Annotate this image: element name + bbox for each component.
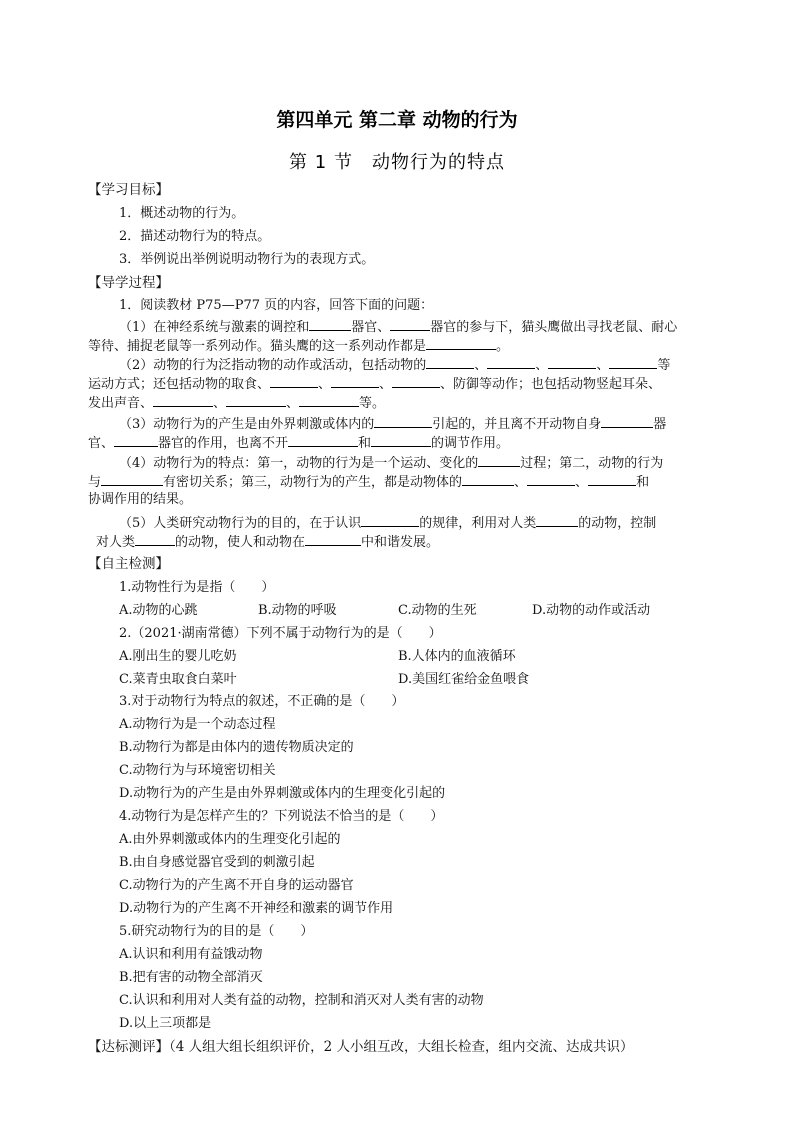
mc-q1-stem: 1.动物性行为是指（ ） [119,580,275,595]
fill-blank[interactable] [390,318,430,331]
fill-blank[interactable] [536,514,578,527]
mc-q4-option-c[interactable]: C.动物行为的产生离不开自身的运动器官 [119,878,354,893]
fill-blank[interactable] [226,394,286,407]
goal-item-2: 2．描述动物行为的特点。 [119,229,271,244]
goal-item-1: 1．概述动物的行为。 [119,206,245,221]
mc-q1-option-a[interactable]: A.动物的心跳 [119,603,198,618]
fill-blank[interactable] [462,473,514,486]
fill-blank[interactable] [101,473,163,486]
assessment-note: （4 人组大组长组织评价，2 人小组互改，大组长检查，组内交流、达成共识） [169,1039,634,1055]
fill-blank[interactable] [309,318,351,331]
q1-line-2: 等待、捕捉老鼠等一系列动作。猫头鹰的这一系列动作都是 。 [88,339,510,354]
q4-line-1: （4）动物行为的特点：第一，动物的行为是一个运动、变化的 过程；第二，动物的行为 [119,456,664,471]
fill-blank[interactable] [601,415,653,428]
fill-blank[interactable] [426,356,474,369]
mc-q3-option-d[interactable]: D.动物行为的产生是由外界刺激或体内的生理变化引起的 [119,786,446,801]
fill-blank[interactable] [392,375,440,388]
fill-blank[interactable] [548,356,596,369]
mc-q5-stem: 5.研究动物行为的目的是（ ） [119,924,314,939]
fill-blank[interactable] [426,337,496,350]
fill-blank[interactable] [371,434,431,447]
fill-blank[interactable] [153,394,213,407]
guide-intro: 1．阅读教材 P75—P77 页的内容，回答下面的问题： [119,298,434,313]
assessment-header: 【达标测评】 [88,1039,169,1055]
q4-line-2: 与 有密切关系；第三，动物行为的产生，都是动物体的 、 、 和 [88,475,650,490]
mc-q1-option-c[interactable]: C.动物的生死 [398,603,477,618]
fill-blank[interactable] [270,375,318,388]
fill-blank[interactable] [288,434,358,447]
q2-line-2: 运动方式；还包括动物的取食、 、 、 、防御等动作；也包括动物竖起耳朵、 [88,377,662,392]
section-title: 第 1 节 动物行为的特点 [289,152,505,173]
fill-blank[interactable] [374,415,432,428]
goal-item-3: 3．举例说出举例说明动物行为的表现方式。 [119,252,375,267]
mc-q3-option-c[interactable]: C.动物行为与环境密切相关 [119,763,276,778]
mc-q2-stem: 2.（2021·湖南常德）下列不属于动物行为的是（ ） [119,626,442,641]
fill-blank[interactable] [331,375,379,388]
fill-blank[interactable] [114,434,158,447]
q2-line-3: 发出声音、 、 、 等。 [88,396,386,411]
fill-blank[interactable] [299,394,359,407]
mc-q5-option-d[interactable]: D.以上三项都是 [119,1016,212,1031]
q3-line-2: 官、 器官的作用，也离不开 和 的调节作用。 [88,436,510,451]
q5-line-1: （5）人类研究动物行为的目的，在于认识 的规律，利用对人类 的动物，控制 [119,516,657,531]
mc-q5-option-a[interactable]: A.认识和利用有益饿动物 [119,947,263,962]
mc-q2-option-a[interactable]: A.刚出生的婴儿吃奶 [119,649,237,664]
mc-q3-stem: 3.对于动物行为特点的叙述，不正确的是（ ） [119,694,405,709]
mc-q2-option-d[interactable]: D.美国红雀给金鱼喂食 [398,672,530,687]
fill-blank[interactable] [135,533,175,546]
fill-blank[interactable] [527,473,575,486]
mc-q5-option-b[interactable]: B.把有害的动物全部消灭 [119,970,263,985]
selfcheck-header: 【自主检测】 [88,556,169,572]
mc-q2-option-b[interactable]: B.人体内的血液循环 [398,649,516,664]
q5-line-2: 对人类 的动物，使人和动物在 中和谐发展。 [96,535,440,550]
unit-title: 第四单元 第二章 动物的行为 [276,109,518,131]
mc-q2-option-c[interactable]: C.菜青虫取食白菜叶 [119,672,237,687]
mc-q1-option-d[interactable]: D.动物的动作或活动 [532,603,651,618]
fill-blank[interactable] [478,454,520,467]
guide-header: 【导学过程】 [88,275,169,291]
mc-q3-option-a[interactable]: A.动物行为是一个动态过程 [119,717,276,732]
q2-line-1: （2）动物的行为泛指动物的动作或活动，包括动物的 、 、 、 等 [119,358,671,373]
mc-q5-option-c[interactable]: C.认识和利用对人类有益的动物，控制和消灭对人类有害的动物 [119,993,484,1008]
fill-blank[interactable] [305,533,361,546]
goals-header: 【学习目标】 [88,182,169,198]
fill-blank[interactable] [361,514,419,527]
mc-q4-option-d[interactable]: D.动物行为的产生离不开神经和激素的调节作用 [119,901,394,916]
q1-line-1: （1）在神经系统与激素的调控和 器官、 器官的参与下，猫头鹰做出寻找老鼠、耐心 [119,320,678,335]
q4-line-3: 协调作用的结果。 [88,492,193,507]
fill-blank[interactable] [588,473,636,486]
mc-q4-option-b[interactable]: B.由自身感觉器官受到的刺激引起 [119,855,315,870]
mc-q1-option-b[interactable]: B.动物的呼吸 [258,603,337,618]
fill-blank[interactable] [609,356,657,369]
assessment-line [88,1039,634,1055]
mc-q4-option-a[interactable]: A.由外界刺激或体内的生理变化引起的 [119,832,341,847]
mc-q3-option-b[interactable]: B.动物行为都是由体内的遗传物质决定的 [119,740,354,755]
fill-blank[interactable] [487,356,535,369]
mc-q4-stem: 4.动物行为是怎样产生的？下列说法不恰当的是（ ） [119,809,444,824]
q3-line-1: （3）动物行为的产生是由外界刺激或体内的 引起的，并且离不开动物自身 器 [119,417,667,432]
